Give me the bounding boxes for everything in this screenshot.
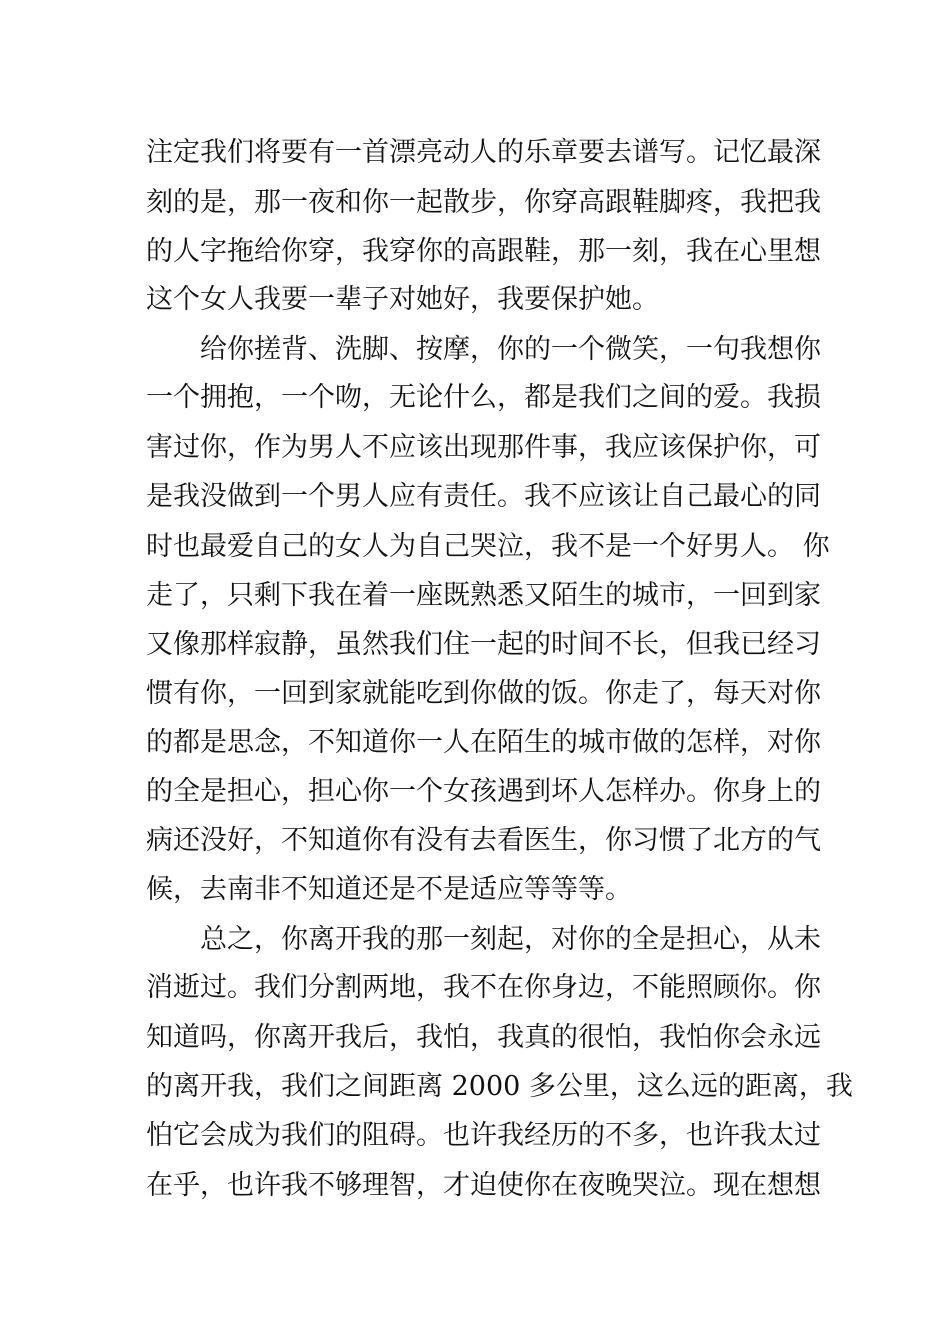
text-line: 总之，你离开我的那一刻起，对你的全是担心，从未: [200, 924, 821, 955]
text-line: 注定我们将要有一首漂亮动人的乐章要去谱写。记忆最深: [146, 137, 821, 168]
text-line: 的人字拖给你穿，我穿你的高跟鞋，那一刻，我在心里想: [146, 236, 821, 267]
text-line: 给你搓背、洗脚、按摩，你的一个微笑，一句我想你: [200, 334, 821, 365]
text-line: 走了，只剩下我在着一座既熟悉又陌生的城市，一回到家: [146, 580, 821, 611]
text-line: 怕它会成为我们的阻碍。也许我经历的不多，也许我太过: [146, 1120, 821, 1151]
text-line: 时也最爱自己的女人为自己哭泣，我不是一个好男人。 你: [146, 531, 830, 562]
text-line: 的都是思念，不知道你一人在陌生的城市做的怎样，对你: [146, 727, 821, 758]
text-line: 害过你，作为男人不应该出现那件事，我应该保护你，可: [146, 432, 821, 463]
text-line: 病还没好，不知道你有没有去看医生，你习惯了北方的气: [146, 825, 821, 856]
text-line: 又像那样寂静，虽然我们住一起的时间不长，但我已经习: [146, 629, 821, 660]
text-line: 消逝过。我们分割两地，我不在你身边，不能照顾你。你: [146, 972, 821, 1003]
text-line: 的离开我，我们之间距离 2000 多公里，这么远的距离，我: [146, 1071, 853, 1102]
text-line: 的全是担心，担心你一个女孩遇到坏人怎样办。你身上的: [146, 776, 821, 807]
text-line: 候，去南非不知道还是不是适应等等等。: [146, 874, 632, 905]
text-line: 刻的是，那一夜和你一起散步，你穿高跟鞋脚疼，我把我: [146, 187, 821, 218]
text-line: 是我没做到一个男人应有责任。我不应该让自己最心的同: [146, 481, 821, 512]
text-line: 惯有你，一回到家就能吃到你做的饭。你走了，每天对你: [146, 678, 821, 709]
text-line: 知道吗，你离开我后，我怕，我真的很怕，我怕你会永远: [146, 1022, 821, 1053]
text-line: 这个女人我要一辈子对她好，我要保护她。: [146, 284, 659, 315]
text-line: 一个拥抱，一个吻，无论什么，都是我们之间的爱。我损: [146, 382, 821, 413]
text-line: 在乎，也许我不够理智，才迫使你在夜晚哭泣。现在想想: [146, 1170, 821, 1201]
